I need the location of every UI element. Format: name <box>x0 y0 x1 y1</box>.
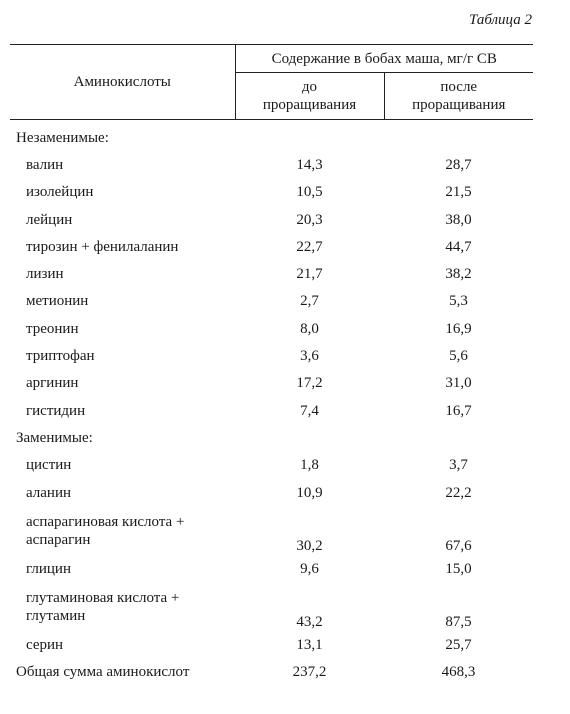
value-after-germination: 38,2 <box>445 266 472 283</box>
value-after-germination: 25,7 <box>445 637 472 654</box>
section-title: Незаменимые: <box>16 129 109 146</box>
table-row <box>10 179 533 206</box>
amino-acid-name <box>10 452 235 479</box>
value-after-germination: 67,6 <box>445 538 472 555</box>
table-row <box>10 370 533 397</box>
amino-acid-name <box>10 206 235 233</box>
amino-acid-name-line: триптофан <box>26 348 95 365</box>
table-row <box>10 151 533 178</box>
table-body <box>10 120 533 687</box>
total-label: Общая сумма аминокислот <box>16 664 190 681</box>
value-before-germination: 14,3 <box>296 156 323 173</box>
value-after-germination: 28,7 <box>445 156 472 173</box>
section-title: Заменимые: <box>16 429 93 446</box>
total-row <box>10 659 533 686</box>
table-row <box>10 631 533 658</box>
table-row <box>10 555 533 582</box>
amino-acid-name-line: глутамин <box>26 607 86 624</box>
value-before-germination: 2,7 <box>300 293 319 310</box>
value-after-germination: 38,0 <box>445 211 472 228</box>
header-line: проращивания <box>262 97 357 113</box>
amino-acid-table-container <box>10 44 533 686</box>
value-before-germination: 20,3 <box>296 211 323 228</box>
amino-acid-name-line: аргинин <box>26 375 79 392</box>
header-line: после <box>440 79 478 95</box>
section-row <box>10 424 533 451</box>
section-row <box>10 120 533 152</box>
total-after-germination: 468,3 <box>441 664 476 681</box>
amino-acid-name-line: лизин <box>26 266 64 283</box>
amino-acid-name <box>10 370 235 397</box>
amino-acid-name-line: метионин <box>26 293 89 310</box>
value-after-germination: 16,9 <box>445 320 472 337</box>
value-before-germination: 3,6 <box>300 348 319 365</box>
column-group-header-content: Содержание в бобах маша, мг/г СВ <box>235 45 533 73</box>
value-after-germination: 44,7 <box>445 238 472 255</box>
amino-acid-name <box>10 555 235 582</box>
amino-acid-name <box>10 506 235 555</box>
amino-acid-name <box>10 288 235 315</box>
header-line: до <box>301 79 318 95</box>
amino-acid-name <box>10 582 235 631</box>
amino-acid-name-line: глицин <box>26 560 71 577</box>
table-row <box>10 479 533 506</box>
value-before-germination: 10,5 <box>296 184 323 201</box>
table-row <box>10 342 533 369</box>
amino-acid-name-line: лейцин <box>26 211 73 228</box>
amino-acid-name <box>10 233 235 260</box>
amino-acid-name <box>10 151 235 178</box>
table-caption: Таблица 2 <box>469 12 532 28</box>
table-row <box>10 397 533 424</box>
table-row <box>10 506 533 555</box>
value-after-germination: 3,7 <box>449 457 468 474</box>
column-header-before-germination <box>235 73 384 120</box>
amino-acid-table <box>10 44 533 686</box>
table-row <box>10 288 533 315</box>
value-after-germination: 31,0 <box>445 375 472 392</box>
value-after-germination: 87,5 <box>445 614 472 631</box>
value-before-germination: 9,6 <box>300 560 319 577</box>
value-before-germination: 1,8 <box>300 457 319 474</box>
total-before-germination: 237,2 <box>292 664 327 681</box>
amino-acid-name-line: цистин <box>26 457 72 474</box>
amino-acid-name-line: аланин <box>26 484 72 501</box>
amino-acid-name <box>10 397 235 424</box>
table-row <box>10 315 533 342</box>
value-before-germination: 17,2 <box>296 375 323 392</box>
amino-acid-name-line: аспарагиновая кислота + <box>26 513 185 530</box>
value-before-germination: 22,7 <box>296 238 323 255</box>
table-row <box>10 582 533 631</box>
value-before-germination: 8,0 <box>300 320 319 337</box>
table-row <box>10 206 533 233</box>
amino-acid-name <box>10 315 235 342</box>
value-before-germination: 13,1 <box>296 637 323 654</box>
amino-acid-name-line: тирозин + фенилаланин <box>26 238 179 255</box>
amino-acid-name-line: гистидин <box>26 402 86 419</box>
table-row <box>10 452 533 479</box>
value-before-germination: 30,2 <box>296 538 323 555</box>
table-row <box>10 233 533 260</box>
amino-acid-name-line: аспарагин <box>26 531 91 548</box>
amino-acid-name-line: треонин <box>26 320 79 337</box>
amino-acid-name <box>10 631 235 658</box>
amino-acid-name-line: валин <box>26 156 64 173</box>
amino-acid-name-line: изолейцин <box>26 184 94 201</box>
value-before-germination: 7,4 <box>300 402 319 419</box>
amino-acid-name-line: серин <box>26 637 64 654</box>
amino-acid-name <box>10 479 235 506</box>
value-before-germination: 43,2 <box>296 614 323 631</box>
table-row <box>10 260 533 287</box>
amino-acid-name <box>10 260 235 287</box>
value-after-germination: 21,5 <box>445 184 472 201</box>
amino-acid-name-line: глутаминовая кислота + <box>26 589 180 606</box>
value-after-germination: 15,0 <box>445 560 472 577</box>
value-before-germination: 10,9 <box>296 484 323 501</box>
column-header-amino-acids: Аминокислоты <box>10 45 235 120</box>
header-line: проращивания <box>412 97 506 113</box>
value-after-germination: 5,6 <box>449 348 468 365</box>
value-after-germination: 16,7 <box>445 402 472 419</box>
amino-acid-name <box>10 342 235 369</box>
amino-acid-name <box>10 179 235 206</box>
column-header-after-germination <box>384 73 533 120</box>
value-before-germination: 21,7 <box>296 266 323 283</box>
table-header <box>10 45 533 120</box>
value-after-germination: 22,2 <box>445 484 472 501</box>
value-after-germination: 5,3 <box>449 293 468 310</box>
